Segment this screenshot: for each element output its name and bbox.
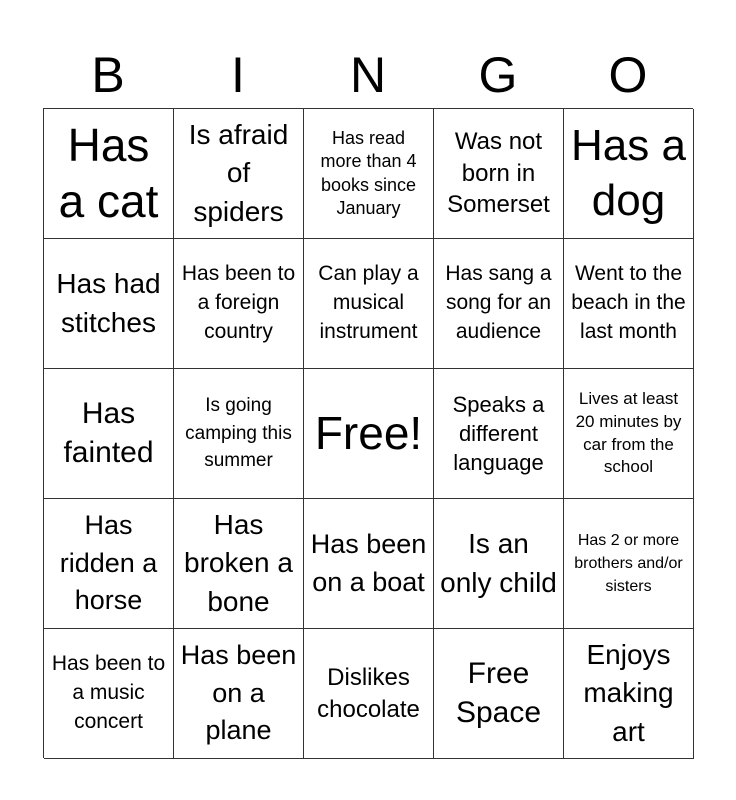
bingo-cell-r3c5[interactable] (564, 369, 694, 499)
bingo-cell-r2c1[interactable] (44, 239, 174, 369)
bingo-cell-r4c2[interactable] (174, 499, 304, 629)
bingo-cell-r3c2[interactable] (174, 369, 304, 499)
cell-label: Has sang a song for an audience (445, 262, 552, 343)
cell-label: Has read more than 4 books since January (320, 127, 417, 218)
bingo-cell-r2c3[interactable] (304, 239, 434, 369)
bingo-header (43, 40, 693, 110)
cell-label: Has a dog (571, 120, 686, 225)
bingo-cell-r2c4[interactable] (434, 239, 564, 369)
header-letter-n: N (349, 47, 387, 103)
bingo-cell-r1c1[interactable] (44, 109, 174, 239)
bingo-cell-r3c4[interactable] (434, 369, 564, 499)
bingo-cell-r2c5[interactable] (564, 239, 694, 369)
cell-label: Went to the beach in the last month (571, 262, 686, 343)
cell-label: Has had stitches (56, 268, 161, 338)
free-label: Free! (314, 406, 423, 459)
cell-label: Has broken a bone (184, 508, 293, 617)
cell-label: Was not born in Somerset (447, 127, 550, 219)
cell-label: Dislikes chocolate (317, 663, 420, 723)
bingo-cell-r3c3-free[interactable] (304, 369, 434, 499)
bingo-cell-r5c1[interactable] (44, 629, 174, 759)
cell-label: Enjoys making art (583, 638, 674, 747)
cell-label: Has been to a music concert (51, 652, 166, 733)
cell-label: Is afraid of spiders (188, 118, 289, 227)
cell-label: Has been on a plane (180, 639, 297, 746)
cell-label: Has fainted (63, 397, 154, 469)
cell-label: Has been to a foreign country (181, 262, 296, 343)
cell-label: Has been on a boat (310, 528, 427, 597)
bingo-cell-r5c2[interactable] (174, 629, 304, 759)
bingo-cell-r5c3[interactable] (304, 629, 434, 759)
bingo-cell-r4c3[interactable] (304, 499, 434, 629)
cell-label: Speaks a different language (452, 391, 545, 476)
cell-label: Is going camping this summer (185, 394, 292, 472)
header-letter-i: I (231, 47, 245, 103)
header-letter-b: B (91, 47, 125, 103)
bingo-cell-r4c1[interactable] (44, 499, 174, 629)
cell-label: Has ridden a horse (59, 509, 158, 616)
cell-label: Has a cat (58, 119, 159, 227)
cell-label: Can play a musical instrument (318, 262, 419, 343)
bingo-cell-r1c3[interactable] (304, 109, 434, 239)
bingo-cell-r2c2[interactable] (174, 239, 304, 369)
bingo-cell-r1c4[interactable] (434, 109, 564, 239)
cell-label: Has 2 or more brothers and/or sisters (574, 531, 683, 596)
header-letter-g: G (478, 47, 518, 103)
header-letter-o: O (608, 47, 648, 103)
bingo-cell-r1c2[interactable] (174, 109, 304, 239)
bingo-board (43, 108, 693, 758)
bingo-cell-r5c4-free-space[interactable] (434, 629, 564, 759)
bingo-cell-r4c4[interactable] (434, 499, 564, 629)
bingo-cell-r4c5[interactable] (564, 499, 694, 629)
cell-label: Is an only child (440, 528, 557, 598)
cell-label: Lives at least 20 minutes by car from the school (575, 388, 682, 477)
bingo-cell-r5c5[interactable] (564, 629, 694, 759)
bingo-cell-r3c1[interactable] (44, 369, 174, 499)
free-space-label: Free Space (455, 657, 542, 729)
bingo-cell-r1c5[interactable] (564, 109, 694, 239)
